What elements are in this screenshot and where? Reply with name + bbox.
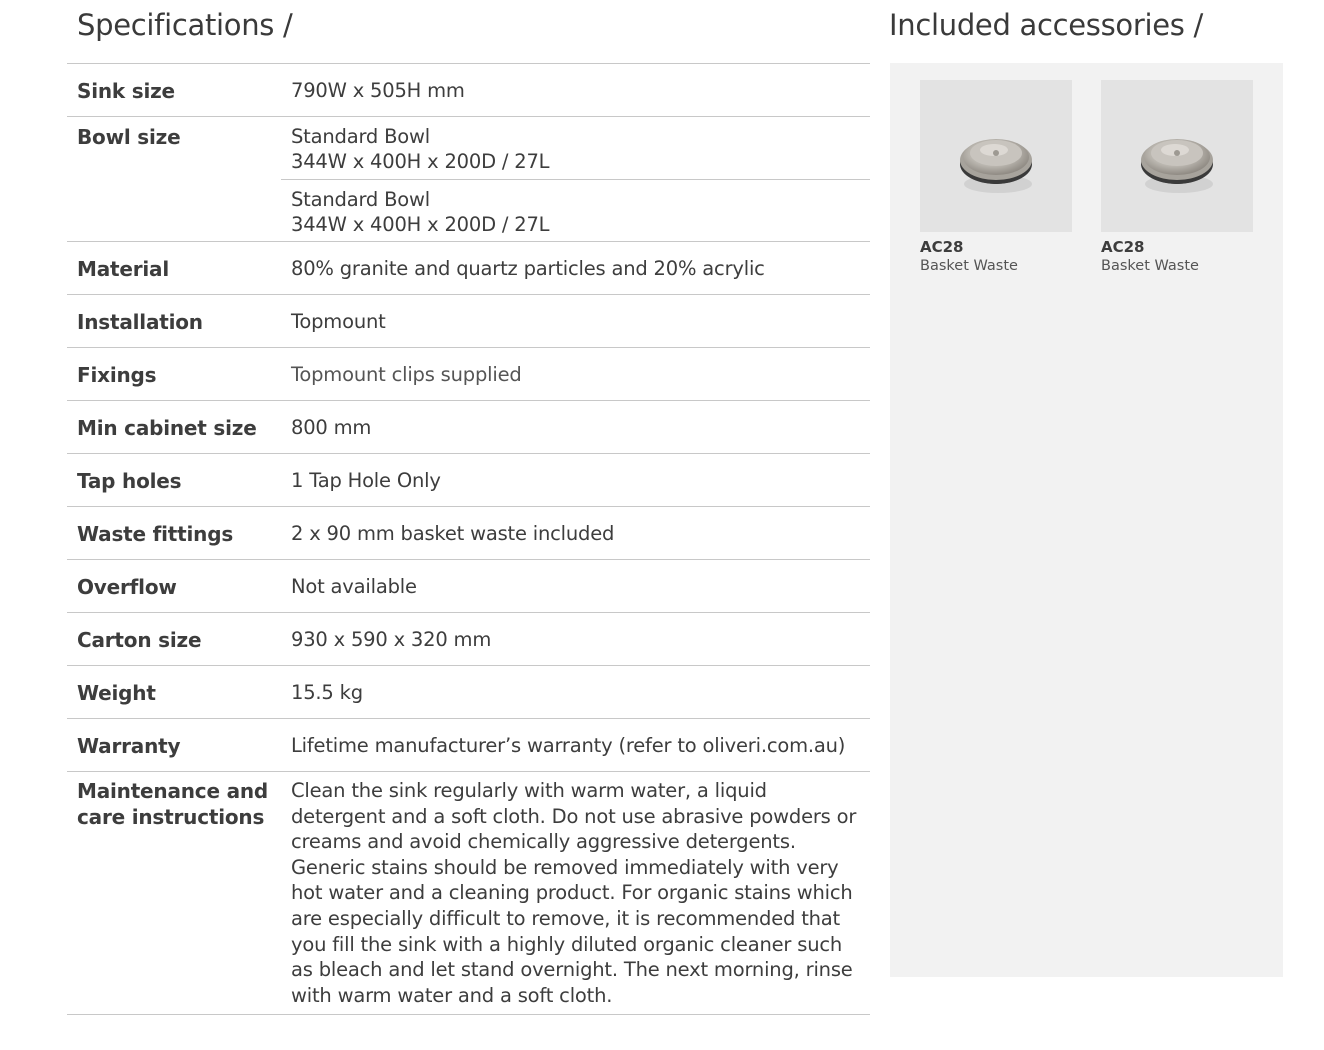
accessories-title: Included accessories / [889, 8, 1203, 42]
spec-value: Topmount clips supplied [291, 363, 522, 386]
spec-row-tap-holes [67, 454, 870, 507]
spec-row-material [67, 242, 870, 295]
bowl-list [281, 117, 870, 241]
spec-label: Fixings [77, 363, 157, 387]
spec-row-weight [67, 666, 870, 719]
spec-row-overflow [67, 560, 870, 613]
spec-label: Tap holes [77, 469, 182, 493]
basket-waste-icon [920, 80, 1072, 232]
spec-row-carton-size [67, 613, 870, 666]
spec-row-min-cabinet-size [67, 401, 870, 454]
accessory-code: AC28 [1101, 238, 1145, 256]
accessory-item[interactable] [1101, 80, 1253, 276]
spec-value: 790W x 505H mm [291, 79, 465, 102]
accessory-item[interactable] [920, 80, 1072, 276]
spec-label: Material [77, 257, 169, 281]
spec-value: 2 x 90 mm basket waste included [291, 522, 615, 545]
spec-value: Clean the sink regularly with warm water, a liquid detergent and a soft cloth. Do not use abrasive powders or creams and avoid chemically aggressive detergents. Generic stains should be removed immediately with very hot water and a cleaning product. For organic stains which are especially difficult to remove, it is recommended that you fill the sink with a highly diluted organic cleaner such as bleach and let stand overnight. The next morning, rinse with warm water and a soft cloth. [291, 779, 857, 1007]
spec-label: Maintenance and care instructions [77, 779, 269, 829]
accessories-panel [890, 63, 1283, 977]
spec-label: Waste fittings [77, 522, 234, 546]
spec-value: 930 x 590 x 320 mm [291, 628, 492, 651]
spec-label: Carton size [77, 628, 202, 652]
accessory-image [1101, 80, 1253, 232]
spec-value: 80% granite and quartz particles and 20% acrylic [291, 257, 765, 280]
spec-label: Bowl size [77, 125, 181, 149]
spec-label: Warranty [77, 734, 181, 758]
spec-value: Not available [291, 575, 417, 598]
accessory-code: AC28 [920, 238, 964, 256]
spec-row-bowl-size [67, 117, 870, 242]
spec-value: Lifetime manufacturer’s warranty (refer to oliveri.com.au) [291, 734, 846, 757]
accessory-name: Basket Waste [920, 258, 1018, 274]
spec-row-fixings [67, 348, 870, 401]
spec-value: 1 Tap Hole Only [291, 469, 441, 492]
spec-row-maintenance [67, 772, 870, 1015]
bowl-dimensions: 344W x 400H x 200D / 27L [291, 150, 550, 173]
specifications-table [67, 63, 870, 1015]
bowl-name: Standard Bowl [291, 188, 430, 211]
accessory-name: Basket Waste [1101, 258, 1199, 274]
bowl-name: Standard Bowl [291, 125, 430, 148]
spec-value: Topmount [291, 310, 386, 333]
spec-row-sink-size [67, 64, 870, 117]
bowl-dimensions: 344W x 400H x 200D / 27L [291, 213, 550, 236]
spec-row-waste-fittings [67, 507, 870, 560]
specifications-title: Specifications / [77, 8, 293, 42]
spec-label: Min cabinet size [77, 416, 257, 440]
spec-value: 15.5 kg [291, 681, 363, 704]
spec-row-warranty [67, 719, 870, 772]
bowl-entry [281, 117, 870, 179]
spec-label: Weight [77, 681, 156, 705]
spec-label: Sink size [77, 79, 175, 103]
spec-label: Installation [77, 310, 203, 334]
spec-value: 800 mm [291, 416, 372, 439]
accessory-image [920, 80, 1072, 232]
bowl-entry [281, 179, 870, 241]
spec-label: Overflow [77, 575, 177, 599]
basket-waste-icon [1101, 80, 1253, 232]
spec-row-installation [67, 295, 870, 348]
